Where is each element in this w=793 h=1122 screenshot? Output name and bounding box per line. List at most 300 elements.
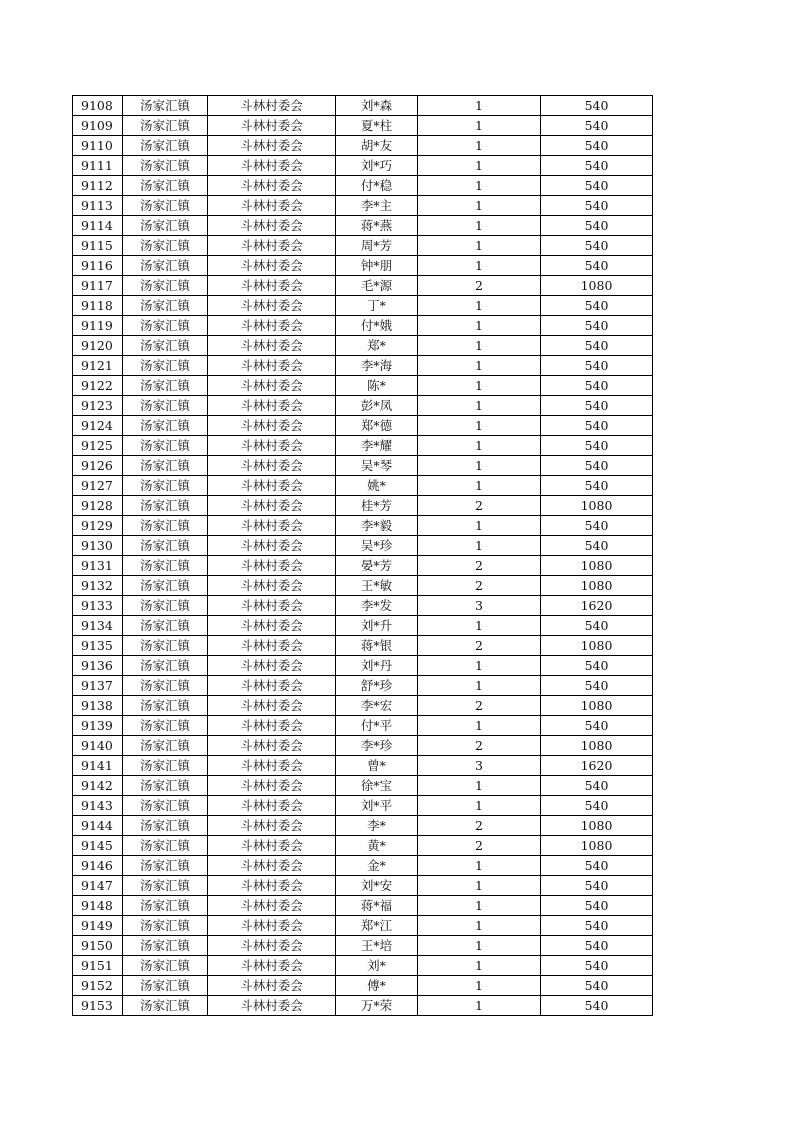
- table-row: [73, 896, 653, 916]
- village-cell: 斗林村委会: [208, 296, 336, 316]
- serial-number-cell: 9119: [73, 316, 123, 336]
- town-cell: 汤家汇镇: [123, 516, 208, 536]
- name-cell: 桂*芳: [336, 496, 418, 516]
- count-cell: 1: [418, 356, 541, 376]
- village-cell: 斗林村委会: [208, 656, 336, 676]
- name-cell: 蒋*燕: [336, 216, 418, 236]
- count-cell: 1: [418, 236, 541, 256]
- serial-number-cell: 9120: [73, 336, 123, 356]
- town-cell: 汤家汇镇: [123, 416, 208, 436]
- serial-number-cell: 9138: [73, 696, 123, 716]
- serial-number-cell: 9128: [73, 496, 123, 516]
- serial-number-cell: 9131: [73, 556, 123, 576]
- town-cell: 汤家汇镇: [123, 376, 208, 396]
- town-cell: 汤家汇镇: [123, 396, 208, 416]
- name-cell: 金*: [336, 856, 418, 876]
- count-cell: 1: [418, 416, 541, 436]
- count-cell: 1: [418, 436, 541, 456]
- town-cell: 汤家汇镇: [123, 756, 208, 776]
- count-cell: 1: [418, 96, 541, 116]
- town-cell: 汤家汇镇: [123, 816, 208, 836]
- village-cell: 斗林村委会: [208, 816, 336, 836]
- village-cell: 斗林村委会: [208, 376, 336, 396]
- amount-cell: 540: [541, 416, 653, 436]
- amount-cell: 540: [541, 156, 653, 176]
- amount-cell: 540: [541, 456, 653, 476]
- amount-cell: 540: [541, 436, 653, 456]
- count-cell: 1: [418, 476, 541, 496]
- town-cell: 汤家汇镇: [123, 116, 208, 136]
- name-cell: 夏*柱: [336, 116, 418, 136]
- serial-number-cell: 9114: [73, 216, 123, 236]
- serial-number-cell: 9150: [73, 936, 123, 956]
- name-cell: 曾*: [336, 756, 418, 776]
- amount-cell: 540: [541, 176, 653, 196]
- village-cell: 斗林村委会: [208, 556, 336, 576]
- village-cell: 斗林村委会: [208, 856, 336, 876]
- village-cell: 斗林村委会: [208, 356, 336, 376]
- serial-number-cell: 9145: [73, 836, 123, 856]
- serial-number-cell: 9151: [73, 956, 123, 976]
- serial-number-cell: 9144: [73, 816, 123, 836]
- table-row: [73, 936, 653, 956]
- count-cell: 2: [418, 816, 541, 836]
- count-cell: 1: [418, 856, 541, 876]
- serial-number-cell: 9118: [73, 296, 123, 316]
- name-cell: 刘*安: [336, 876, 418, 896]
- table-row: [73, 716, 653, 736]
- town-cell: 汤家汇镇: [123, 576, 208, 596]
- amount-cell: 540: [541, 716, 653, 736]
- village-cell: 斗林村委会: [208, 776, 336, 796]
- name-cell: 王*敏: [336, 576, 418, 596]
- name-cell: 钟*朋: [336, 256, 418, 276]
- town-cell: 汤家汇镇: [123, 236, 208, 256]
- name-cell: 付*稳: [336, 176, 418, 196]
- count-cell: 2: [418, 736, 541, 756]
- amount-cell: 540: [541, 96, 653, 116]
- serial-number-cell: 9125: [73, 436, 123, 456]
- name-cell: 胡*友: [336, 136, 418, 156]
- village-cell: 斗林村委会: [208, 976, 336, 996]
- serial-number-cell: 9152: [73, 976, 123, 996]
- name-cell: 刘*升: [336, 616, 418, 636]
- amount-cell: 1620: [541, 756, 653, 776]
- amount-cell: 1080: [541, 576, 653, 596]
- town-cell: 汤家汇镇: [123, 256, 208, 276]
- table-row: [73, 916, 653, 936]
- village-cell: 斗林村委会: [208, 336, 336, 356]
- count-cell: 1: [418, 616, 541, 636]
- serial-number-cell: 9147: [73, 876, 123, 896]
- table-row: [73, 336, 653, 356]
- serial-number-cell: 9116: [73, 256, 123, 276]
- table-row: [73, 816, 653, 836]
- count-cell: 1: [418, 176, 541, 196]
- name-cell: 陈*: [336, 376, 418, 396]
- name-cell: 毛*源: [336, 276, 418, 296]
- name-cell: 刘*: [336, 956, 418, 976]
- town-cell: 汤家汇镇: [123, 136, 208, 156]
- amount-cell: 540: [541, 796, 653, 816]
- count-cell: 1: [418, 316, 541, 336]
- town-cell: 汤家汇镇: [123, 436, 208, 456]
- amount-cell: 540: [541, 356, 653, 376]
- village-cell: 斗林村委会: [208, 896, 336, 916]
- town-cell: 汤家汇镇: [123, 176, 208, 196]
- town-cell: 汤家汇镇: [123, 96, 208, 116]
- count-cell: 2: [418, 556, 541, 576]
- town-cell: 汤家汇镇: [123, 276, 208, 296]
- table-row: [73, 536, 653, 556]
- village-cell: 斗林村委会: [208, 136, 336, 156]
- count-cell: 1: [418, 776, 541, 796]
- table-row: [73, 656, 653, 676]
- town-cell: 汤家汇镇: [123, 356, 208, 376]
- village-cell: 斗林村委会: [208, 676, 336, 696]
- name-cell: 李*耀: [336, 436, 418, 456]
- serial-number-cell: 9121: [73, 356, 123, 376]
- name-cell: 吴*琴: [336, 456, 418, 476]
- village-cell: 斗林村委会: [208, 116, 336, 136]
- amount-cell: 540: [541, 616, 653, 636]
- table-row: [73, 956, 653, 976]
- village-cell: 斗林村委会: [208, 796, 336, 816]
- village-cell: 斗林村委会: [208, 436, 336, 456]
- table-row: [73, 376, 653, 396]
- count-cell: 1: [418, 916, 541, 936]
- amount-cell: 540: [541, 196, 653, 216]
- village-cell: 斗林村委会: [208, 256, 336, 276]
- amount-cell: 540: [541, 876, 653, 896]
- serial-number-cell: 9124: [73, 416, 123, 436]
- name-cell: 黄*: [336, 836, 418, 856]
- count-cell: 1: [418, 336, 541, 356]
- table-row: [73, 556, 653, 576]
- serial-number-cell: 9141: [73, 756, 123, 776]
- serial-number-cell: 9127: [73, 476, 123, 496]
- table-row: [73, 636, 653, 656]
- serial-number-cell: 9137: [73, 676, 123, 696]
- amount-cell: 540: [541, 536, 653, 556]
- count-cell: 1: [418, 396, 541, 416]
- village-cell: 斗林村委会: [208, 696, 336, 716]
- town-cell: 汤家汇镇: [123, 336, 208, 356]
- name-cell: 周*芳: [336, 236, 418, 256]
- town-cell: 汤家汇镇: [123, 956, 208, 976]
- table-row: [73, 316, 653, 336]
- village-cell: 斗林村委会: [208, 956, 336, 976]
- name-cell: 李*: [336, 816, 418, 836]
- name-cell: 李*发: [336, 596, 418, 616]
- count-cell: 1: [418, 536, 541, 556]
- count-cell: 2: [418, 496, 541, 516]
- town-cell: 汤家汇镇: [123, 856, 208, 876]
- count-cell: 1: [418, 876, 541, 896]
- serial-number-cell: 9110: [73, 136, 123, 156]
- table-row: [73, 396, 653, 416]
- name-cell: 李*海: [336, 356, 418, 376]
- amount-cell: 540: [541, 656, 653, 676]
- count-cell: 2: [418, 576, 541, 596]
- roster-table-body: [73, 96, 653, 1016]
- name-cell: 傅*: [336, 976, 418, 996]
- town-cell: 汤家汇镇: [123, 636, 208, 656]
- village-cell: 斗林村委会: [208, 936, 336, 956]
- village-cell: 斗林村委会: [208, 96, 336, 116]
- town-cell: 汤家汇镇: [123, 736, 208, 756]
- roster-table: [72, 95, 653, 1016]
- serial-number-cell: 9146: [73, 856, 123, 876]
- name-cell: 李*珍: [336, 736, 418, 756]
- table-row: [73, 596, 653, 616]
- count-cell: 1: [418, 156, 541, 176]
- amount-cell: 540: [541, 316, 653, 336]
- table-row: [73, 276, 653, 296]
- name-cell: 徐*宝: [336, 776, 418, 796]
- count-cell: 1: [418, 976, 541, 996]
- count-cell: 1: [418, 956, 541, 976]
- table-row: [73, 616, 653, 636]
- amount-cell: 540: [541, 216, 653, 236]
- count-cell: 1: [418, 376, 541, 396]
- table-row: [73, 796, 653, 816]
- name-cell: 刘*丹: [336, 656, 418, 676]
- name-cell: 李*主: [336, 196, 418, 216]
- town-cell: 汤家汇镇: [123, 456, 208, 476]
- name-cell: 舒*珍: [336, 676, 418, 696]
- table-row: [73, 576, 653, 596]
- village-cell: 斗林村委会: [208, 396, 336, 416]
- village-cell: 斗林村委会: [208, 176, 336, 196]
- amount-cell: 540: [541, 776, 653, 796]
- serial-number-cell: 9109: [73, 116, 123, 136]
- amount-cell: 540: [541, 476, 653, 496]
- table-row: [73, 476, 653, 496]
- village-cell: 斗林村委会: [208, 196, 336, 216]
- town-cell: 汤家汇镇: [123, 776, 208, 796]
- town-cell: 汤家汇镇: [123, 716, 208, 736]
- serial-number-cell: 9130: [73, 536, 123, 556]
- serial-number-cell: 9135: [73, 636, 123, 656]
- serial-number-cell: 9129: [73, 516, 123, 536]
- amount-cell: 540: [541, 676, 653, 696]
- serial-number-cell: 9142: [73, 776, 123, 796]
- amount-cell: 540: [541, 376, 653, 396]
- serial-number-cell: 9115: [73, 236, 123, 256]
- serial-number-cell: 9123: [73, 396, 123, 416]
- count-cell: 1: [418, 216, 541, 236]
- town-cell: 汤家汇镇: [123, 836, 208, 856]
- count-cell: 1: [418, 116, 541, 136]
- village-cell: 斗林村委会: [208, 876, 336, 896]
- name-cell: 刘*巧: [336, 156, 418, 176]
- serial-number-cell: 9133: [73, 596, 123, 616]
- table-row: [73, 756, 653, 776]
- amount-cell: 540: [541, 516, 653, 536]
- town-cell: 汤家汇镇: [123, 216, 208, 236]
- table-row: [73, 736, 653, 756]
- name-cell: 李*毅: [336, 516, 418, 536]
- village-cell: 斗林村委会: [208, 636, 336, 656]
- name-cell: 付*平: [336, 716, 418, 736]
- amount-cell: 540: [541, 116, 653, 136]
- serial-number-cell: 9134: [73, 616, 123, 636]
- serial-number-cell: 9140: [73, 736, 123, 756]
- table-row: [73, 836, 653, 856]
- serial-number-cell: 9126: [73, 456, 123, 476]
- amount-cell: 540: [541, 936, 653, 956]
- table-row: [73, 456, 653, 476]
- town-cell: 汤家汇镇: [123, 996, 208, 1016]
- village-cell: 斗林村委会: [208, 716, 336, 736]
- serial-number-cell: 9113: [73, 196, 123, 216]
- name-cell: 姚*: [336, 476, 418, 496]
- count-cell: 1: [418, 196, 541, 216]
- count-cell: 3: [418, 596, 541, 616]
- amount-cell: 1080: [541, 696, 653, 716]
- town-cell: 汤家汇镇: [123, 656, 208, 676]
- amount-cell: 540: [541, 136, 653, 156]
- amount-cell: 1080: [541, 736, 653, 756]
- table-row: [73, 676, 653, 696]
- table-row: [73, 996, 653, 1016]
- table-row: [73, 876, 653, 896]
- serial-number-cell: 9112: [73, 176, 123, 196]
- count-cell: 1: [418, 296, 541, 316]
- count-cell: 1: [418, 796, 541, 816]
- village-cell: 斗林村委会: [208, 916, 336, 936]
- count-cell: 1: [418, 896, 541, 916]
- table-row: [73, 136, 653, 156]
- table-row: [73, 216, 653, 236]
- name-cell: 丁*: [336, 296, 418, 316]
- village-cell: 斗林村委会: [208, 836, 336, 856]
- count-cell: 1: [418, 456, 541, 476]
- amount-cell: 540: [541, 256, 653, 276]
- town-cell: 汤家汇镇: [123, 536, 208, 556]
- village-cell: 斗林村委会: [208, 456, 336, 476]
- village-cell: 斗林村委会: [208, 596, 336, 616]
- serial-number-cell: 9111: [73, 156, 123, 176]
- serial-number-cell: 9143: [73, 796, 123, 816]
- table-row: [73, 516, 653, 536]
- name-cell: 彭*凤: [336, 396, 418, 416]
- name-cell: 蒋*银: [336, 636, 418, 656]
- amount-cell: 540: [541, 916, 653, 936]
- village-cell: 斗林村委会: [208, 616, 336, 636]
- table-row: [73, 416, 653, 436]
- serial-number-cell: 9139: [73, 716, 123, 736]
- table-row: [73, 976, 653, 996]
- count-cell: 1: [418, 676, 541, 696]
- name-cell: 付*娥: [336, 316, 418, 336]
- name-cell: 刘*森: [336, 96, 418, 116]
- amount-cell: 1080: [541, 816, 653, 836]
- name-cell: 郑*江: [336, 916, 418, 936]
- count-cell: 1: [418, 516, 541, 536]
- town-cell: 汤家汇镇: [123, 976, 208, 996]
- town-cell: 汤家汇镇: [123, 476, 208, 496]
- amount-cell: 1080: [541, 496, 653, 516]
- table-row: [73, 356, 653, 376]
- village-cell: 斗林村委会: [208, 576, 336, 596]
- count-cell: 2: [418, 636, 541, 656]
- table-row: [73, 196, 653, 216]
- village-cell: 斗林村委会: [208, 236, 336, 256]
- serial-number-cell: 9136: [73, 656, 123, 676]
- amount-cell: 1080: [541, 636, 653, 656]
- name-cell: 李*宏: [336, 696, 418, 716]
- count-cell: 3: [418, 756, 541, 776]
- name-cell: 郑*德: [336, 416, 418, 436]
- amount-cell: 540: [541, 996, 653, 1016]
- table-row: [73, 116, 653, 136]
- amount-cell: 1620: [541, 596, 653, 616]
- serial-number-cell: 9149: [73, 916, 123, 936]
- name-cell: 刘*平: [336, 796, 418, 816]
- amount-cell: 540: [541, 396, 653, 416]
- town-cell: 汤家汇镇: [123, 296, 208, 316]
- table-row: [73, 776, 653, 796]
- table-row: [73, 436, 653, 456]
- table-row: [73, 296, 653, 316]
- village-cell: 斗林村委会: [208, 496, 336, 516]
- serial-number-cell: 9122: [73, 376, 123, 396]
- amount-cell: 1080: [541, 556, 653, 576]
- village-cell: 斗林村委会: [208, 736, 336, 756]
- amount-cell: 540: [541, 296, 653, 316]
- table-row: [73, 496, 653, 516]
- name-cell: 晏*芳: [336, 556, 418, 576]
- count-cell: 2: [418, 276, 541, 296]
- count-cell: 1: [418, 716, 541, 736]
- amount-cell: 540: [541, 956, 653, 976]
- table-row: [73, 236, 653, 256]
- amount-cell: 540: [541, 856, 653, 876]
- serial-number-cell: 9117: [73, 276, 123, 296]
- name-cell: 吴*珍: [336, 536, 418, 556]
- town-cell: 汤家汇镇: [123, 616, 208, 636]
- count-cell: 1: [418, 256, 541, 276]
- village-cell: 斗林村委会: [208, 276, 336, 296]
- amount-cell: 540: [541, 976, 653, 996]
- table-row: [73, 696, 653, 716]
- town-cell: 汤家汇镇: [123, 796, 208, 816]
- village-cell: 斗林村委会: [208, 156, 336, 176]
- village-cell: 斗林村委会: [208, 536, 336, 556]
- village-cell: 斗林村委会: [208, 996, 336, 1016]
- table-row: [73, 256, 653, 276]
- amount-cell: 540: [541, 336, 653, 356]
- amount-cell: 540: [541, 896, 653, 916]
- amount-cell: 1080: [541, 276, 653, 296]
- town-cell: 汤家汇镇: [123, 936, 208, 956]
- serial-number-cell: 9153: [73, 996, 123, 1016]
- village-cell: 斗林村委会: [208, 416, 336, 436]
- count-cell: 1: [418, 136, 541, 156]
- town-cell: 汤家汇镇: [123, 316, 208, 336]
- count-cell: 1: [418, 936, 541, 956]
- amount-cell: 540: [541, 236, 653, 256]
- name-cell: 蒋*福: [336, 896, 418, 916]
- table-row: [73, 96, 653, 116]
- serial-number-cell: 9132: [73, 576, 123, 596]
- town-cell: 汤家汇镇: [123, 696, 208, 716]
- town-cell: 汤家汇镇: [123, 896, 208, 916]
- village-cell: 斗林村委会: [208, 476, 336, 496]
- town-cell: 汤家汇镇: [123, 196, 208, 216]
